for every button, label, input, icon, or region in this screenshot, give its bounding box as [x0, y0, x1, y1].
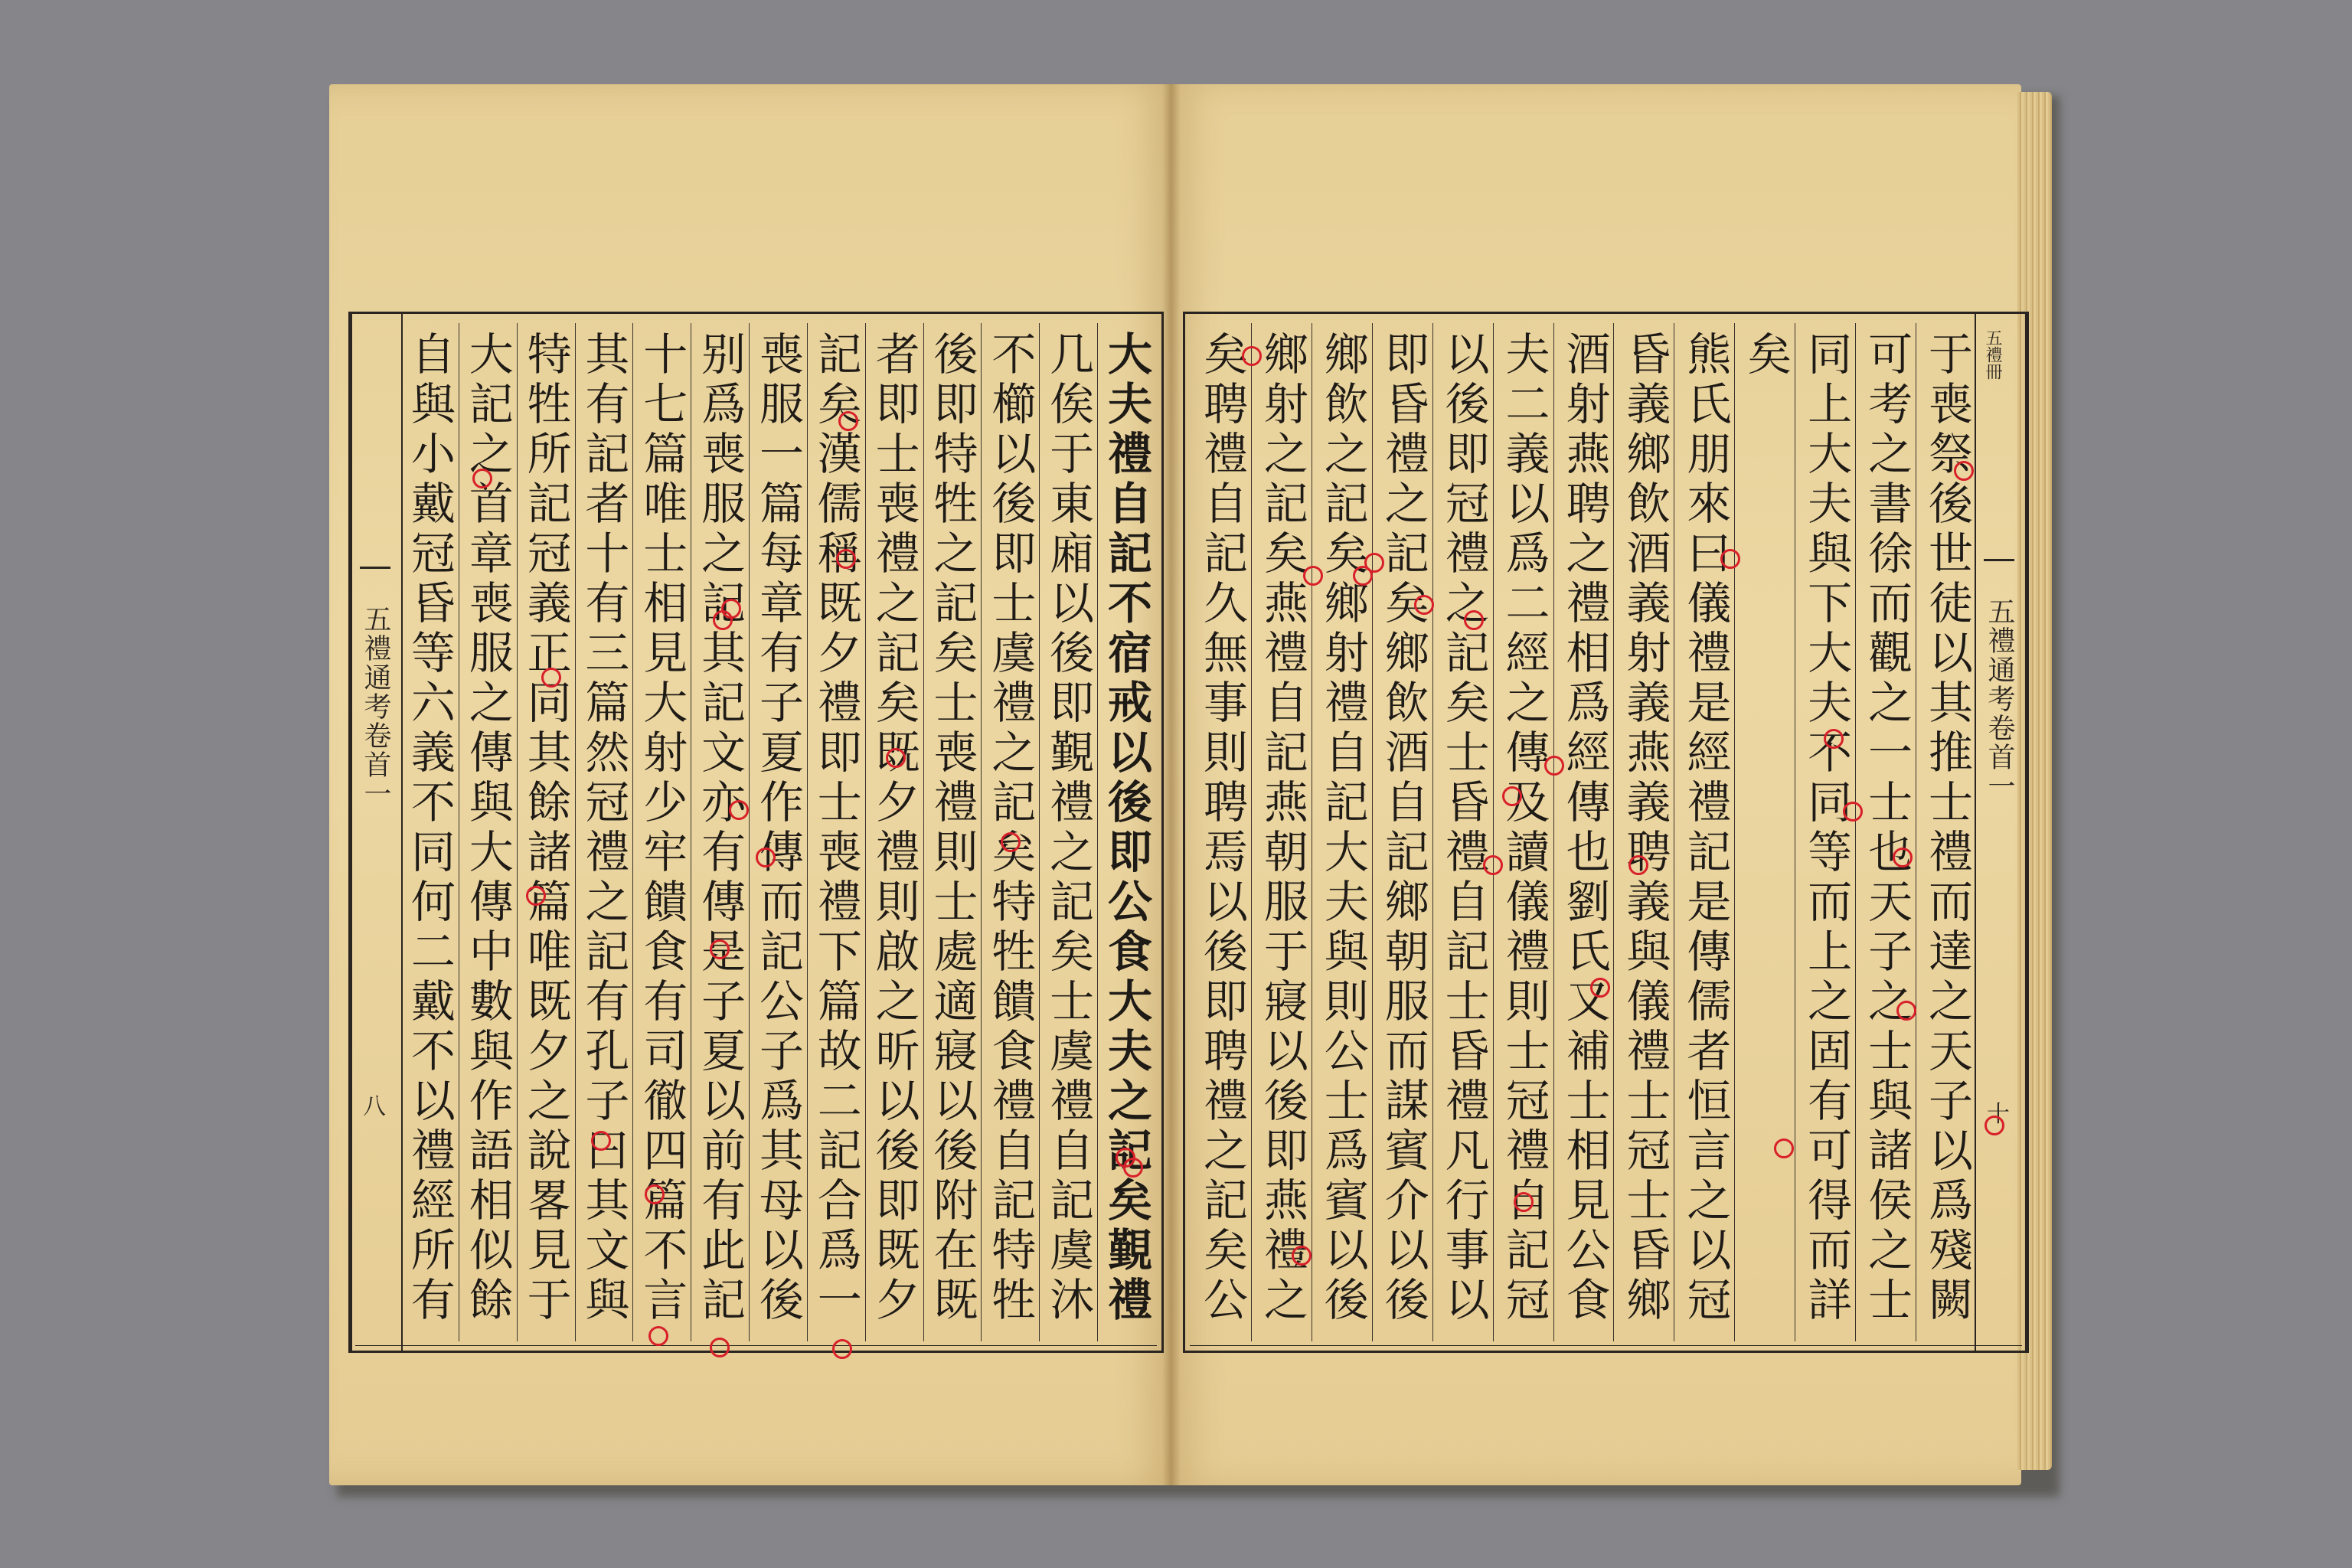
red-punctuation-circle [1292, 1246, 1312, 1266]
right-text-column: 熊氏朋來曰儀禮是經禮記是傳儒者恒言之以冠 [1674, 323, 1734, 1341]
left-text-column: 大記之首章喪服之傳與大傳中數與作語相似餘 [459, 323, 517, 1341]
red-punctuation-circle [1242, 346, 1262, 366]
red-punctuation-circle [886, 748, 906, 768]
left-text-column: 者即士喪禮之記矣既夕禮則啟之昕以後即既夕 [865, 323, 923, 1341]
red-punctuation-circle [526, 886, 546, 906]
left-text-column: 别爲喪服之記其記文亦有傳是子夏以前有此記 [691, 323, 749, 1341]
red-punctuation-circle [713, 610, 733, 630]
left-banxin-title: 五禮通考卷首一 [360, 605, 391, 808]
red-punctuation-circle [1824, 729, 1844, 749]
right-text-column: 矣聘禮自記久無事則聘焉以後即聘禮之記矣公 [1195, 331, 1248, 1326]
left-text-column: 喪服一篇每章有子夏作傳而記公子爲其母以後 [749, 323, 807, 1341]
right-text-column: 矣 [1734, 323, 1795, 1341]
red-punctuation-circle [472, 469, 492, 488]
left-text-column: 其有記者十有三篇然冠禮之記有孔子曰其文與 [575, 323, 633, 1341]
red-punctuation-circle [756, 848, 776, 867]
red-punctuation-circle [1628, 855, 1648, 875]
left-text-column: 自與小戴冠昏等六義不同何二戴不以禮經所有 [403, 331, 456, 1326]
red-punctuation-circle [541, 668, 561, 688]
right-text-column: 鄉射之記矣燕禮自記燕朝服于寢以後即燕禮之 [1251, 323, 1312, 1341]
right-text-column: 即昏禮之記矣鄉飲酒自記鄉朝服而謀賓介以後 [1372, 323, 1432, 1341]
red-punctuation-circle [1001, 832, 1021, 852]
red-punctuation-circle [1774, 1138, 1794, 1158]
left-text-column: 十七篇唯士相見大射少牢饋食有司徹四篇不言 [632, 323, 691, 1341]
red-punctuation-circle [1896, 1001, 1916, 1021]
right-text-column: 可考之書徐而觀之一士也天子之士與諸侯之士 [1855, 323, 1916, 1341]
red-punctuation-circle [1414, 595, 1434, 615]
left-text-column: 几俟于東廂以後即覲禮之記矣士虞禮自記虞沐 [1039, 323, 1097, 1341]
left-text-column: 大夫禮自記不宿戒以後即公食大夫之記矣覲禮 [1097, 323, 1155, 1341]
right-text-column: 以後即冠禮之記矣士昏禮自記士昏禮凡行事以 [1432, 323, 1493, 1341]
left-banxin [351, 314, 403, 1351]
red-punctuation-circle [1590, 978, 1610, 998]
right-text-block [1183, 312, 2029, 1353]
fishtail-mark [1984, 559, 2014, 577]
right-text-column: 酒射燕聘之禮相爲經傳也劉氏又補士相見公食 [1553, 323, 1614, 1341]
left-text-column: 記矣漢儒稱既夕禮即士喪禮下篇故二記合爲一 [807, 323, 865, 1341]
red-punctuation-circle [1123, 1158, 1143, 1178]
red-punctuation-circle [1954, 461, 1974, 481]
red-punctuation-circle [1984, 1116, 2004, 1135]
red-punctuation-circle [1502, 786, 1522, 806]
red-punctuation-circle [591, 1131, 611, 1151]
red-punctuation-circle [832, 1339, 852, 1359]
red-punctuation-circle [1483, 855, 1503, 875]
left-page-number: 八 [363, 1093, 386, 1120]
right-banxin [1975, 314, 2027, 1351]
red-punctuation-circle [645, 1184, 665, 1204]
right-text-column: 同上大夫與下大夫不同等而上之固有可得而詳 [1795, 323, 1855, 1341]
book-gutter [1162, 84, 1181, 1485]
fishtail-mark [360, 567, 390, 584]
right-banxin-title: 五禮通考卷首一 [1984, 597, 2015, 801]
left-text-block [348, 312, 1164, 1353]
red-punctuation-circle [836, 549, 856, 569]
right-text-columns [1191, 323, 1976, 1341]
red-punctuation-circle [1843, 802, 1863, 822]
red-punctuation-circle [710, 1338, 730, 1357]
right-text-column: 鄉飲之記矣鄉射禮自記大夫與則公士爲賓以後 [1312, 323, 1372, 1341]
red-punctuation-circle [1893, 848, 1913, 867]
red-punctuation-circle [1364, 553, 1384, 573]
red-punctuation-circle [1303, 566, 1323, 586]
red-punctuation-circle [648, 1326, 668, 1346]
left-text-column: 不櫛以後即士虞禮之記矣特牲饋食禮自記特牲 [981, 323, 1039, 1341]
right-text-column: 于喪祭後世徒以其推士禮而達之天子以爲殘闕 [1916, 323, 1976, 1341]
red-punctuation-circle [1464, 610, 1484, 630]
red-punctuation-circle [1720, 549, 1740, 569]
red-punctuation-circle [729, 800, 749, 820]
red-punctuation-circle [1544, 756, 1564, 776]
red-punctuation-circle [1514, 1192, 1534, 1212]
left-text-columns [401, 323, 1155, 1341]
right-text-column: 夫二義以爲二經之傳及讀儀禮則士冠禮自記冠 [1493, 323, 1553, 1341]
right-banxin-top: 五禮冊 [1983, 329, 2002, 380]
bottom-rule [1190, 1345, 2022, 1346]
red-punctuation-circle [838, 411, 858, 431]
bottom-rule [355, 1345, 1157, 1346]
left-text-column: 後即特牲之記矣士喪禮則士處適寢以後附在既 [923, 323, 982, 1341]
right-page-number: 十 [1987, 1101, 2010, 1128]
right-text-column: 昏義鄉飲酒義射義燕義聘義與儀禮士冠士昏鄉 [1613, 323, 1674, 1341]
red-punctuation-circle [710, 939, 730, 959]
left-text-column: 特牲所記冠義正同其餘諸篇唯既夕之說畧見于 [517, 323, 575, 1341]
